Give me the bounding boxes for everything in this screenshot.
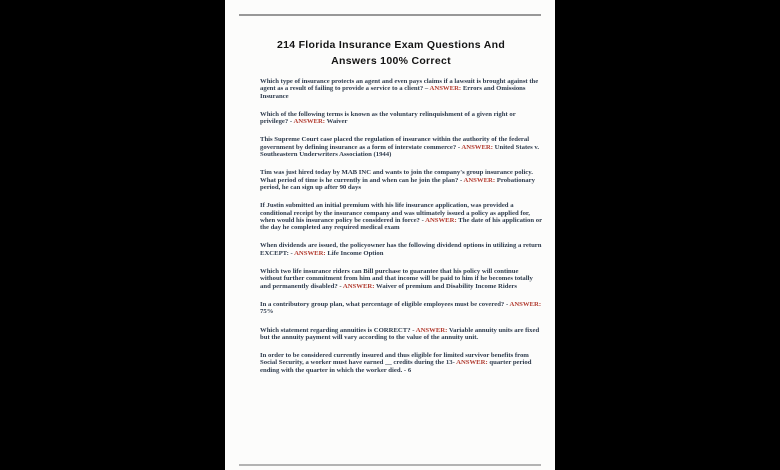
answer-label: ANSWER:: [293, 118, 326, 126]
footer-rule: [239, 464, 541, 466]
header-rule: [239, 14, 541, 16]
answer-label: ANSWER:: [463, 176, 496, 184]
question-text: Which two life insurance riders can Bill purchase to guarantee that his policy will continue without further commitment from him and that income will be paid to him if he becomes totally and permanently disabled? -: [260, 268, 533, 290]
answer-text: 75%: [260, 308, 274, 316]
document-page: [225, 0, 555, 470]
qa-item: [260, 242, 542, 257]
answer-label: ANSWER:: [509, 300, 542, 308]
answer-text: Life Income Option: [327, 249, 384, 257]
answer-text: Variable annuity units are fixed but the annuity payment will vary according to the value of the annuity unit.: [260, 326, 540, 341]
answer-label: ANSWER:: [342, 282, 375, 290]
answer-label: ANSWER:: [294, 249, 326, 257]
answer-text: Probationary period, he can sign up after 90 days: [260, 176, 535, 191]
qa-item: [260, 268, 542, 290]
answer-label: ANSWER:: [429, 85, 462, 93]
qa-item: [260, 327, 542, 342]
answer-text: Waiver: [326, 118, 348, 126]
answer-text: The date of his application or the day he completed any required medical exam: [260, 216, 542, 232]
answer-label: ANSWER:: [425, 216, 457, 224]
document-title: [237, 37, 545, 69]
qa-item: [260, 301, 542, 316]
qa-item: [260, 169, 542, 191]
question-text: Which of the following terms is known as the voluntary relinquishment of a given right or privilege? -: [260, 110, 516, 126]
answer-label: ANSWER:: [456, 359, 488, 367]
answer-label: ANSWER:: [461, 143, 493, 151]
answer-text: quarter period ending with the quarter in which the worker died. - 6: [260, 359, 532, 374]
question-text: Which type of insurance protects an agent and even pays claims if a lawsuit is brought against the agent as a result of failing to provide a service to a client? –: [260, 78, 539, 93]
qa-item: [260, 352, 542, 374]
qa-item: [260, 78, 542, 100]
qa-item: [260, 111, 542, 126]
answer-label: ANSWER:: [415, 326, 448, 334]
title-line-1: 214 Florida Insurance Exam Questions And: [276, 39, 506, 51]
question-text: Which statement regarding annuities is CORRECT? -: [260, 326, 415, 334]
question-text: In order to be considered currently insured and thus eligible for limited survivor benefits from Social Security, a worker must have earned __ credits during the 13-: [260, 352, 529, 367]
qa-item: [260, 202, 542, 231]
title-line-2: Answers 100% Correct: [331, 55, 451, 67]
qa-item: [260, 136, 542, 158]
qa-list: [260, 78, 542, 385]
answer-text: United States v. Southeastern Underwriters Association (1944): [260, 143, 540, 159]
question-text: In a contributory group plan, what percentage of eligible employees must be covered? -: [260, 300, 509, 308]
question-text: Tim was just hired today by MAB INC and wants to join the company's group insurance policy. What period of time is he currently in and when can he join the plan? -: [260, 169, 533, 184]
answer-text: Errors and Omissions Insurance: [260, 85, 526, 100]
answer-text: Waiver of premium and Disability Income Riders: [376, 282, 517, 290]
question-text: When dividends are issued, the policyowner has the following dividend options in utilizing a return EXCEPT: -: [260, 242, 542, 257]
question-text: This Supreme Court case placed the regulation of insurance within the authority of the federal government by defining insurance as a form of interstate commerce? -: [260, 136, 530, 151]
question-text: If Justin submitted an initial premium with his life insurance application, was provided a conditional receipt by the insurance company and was ultimately issued a policy as applied for, when would his insurance policy be considered in force? -: [260, 202, 530, 224]
